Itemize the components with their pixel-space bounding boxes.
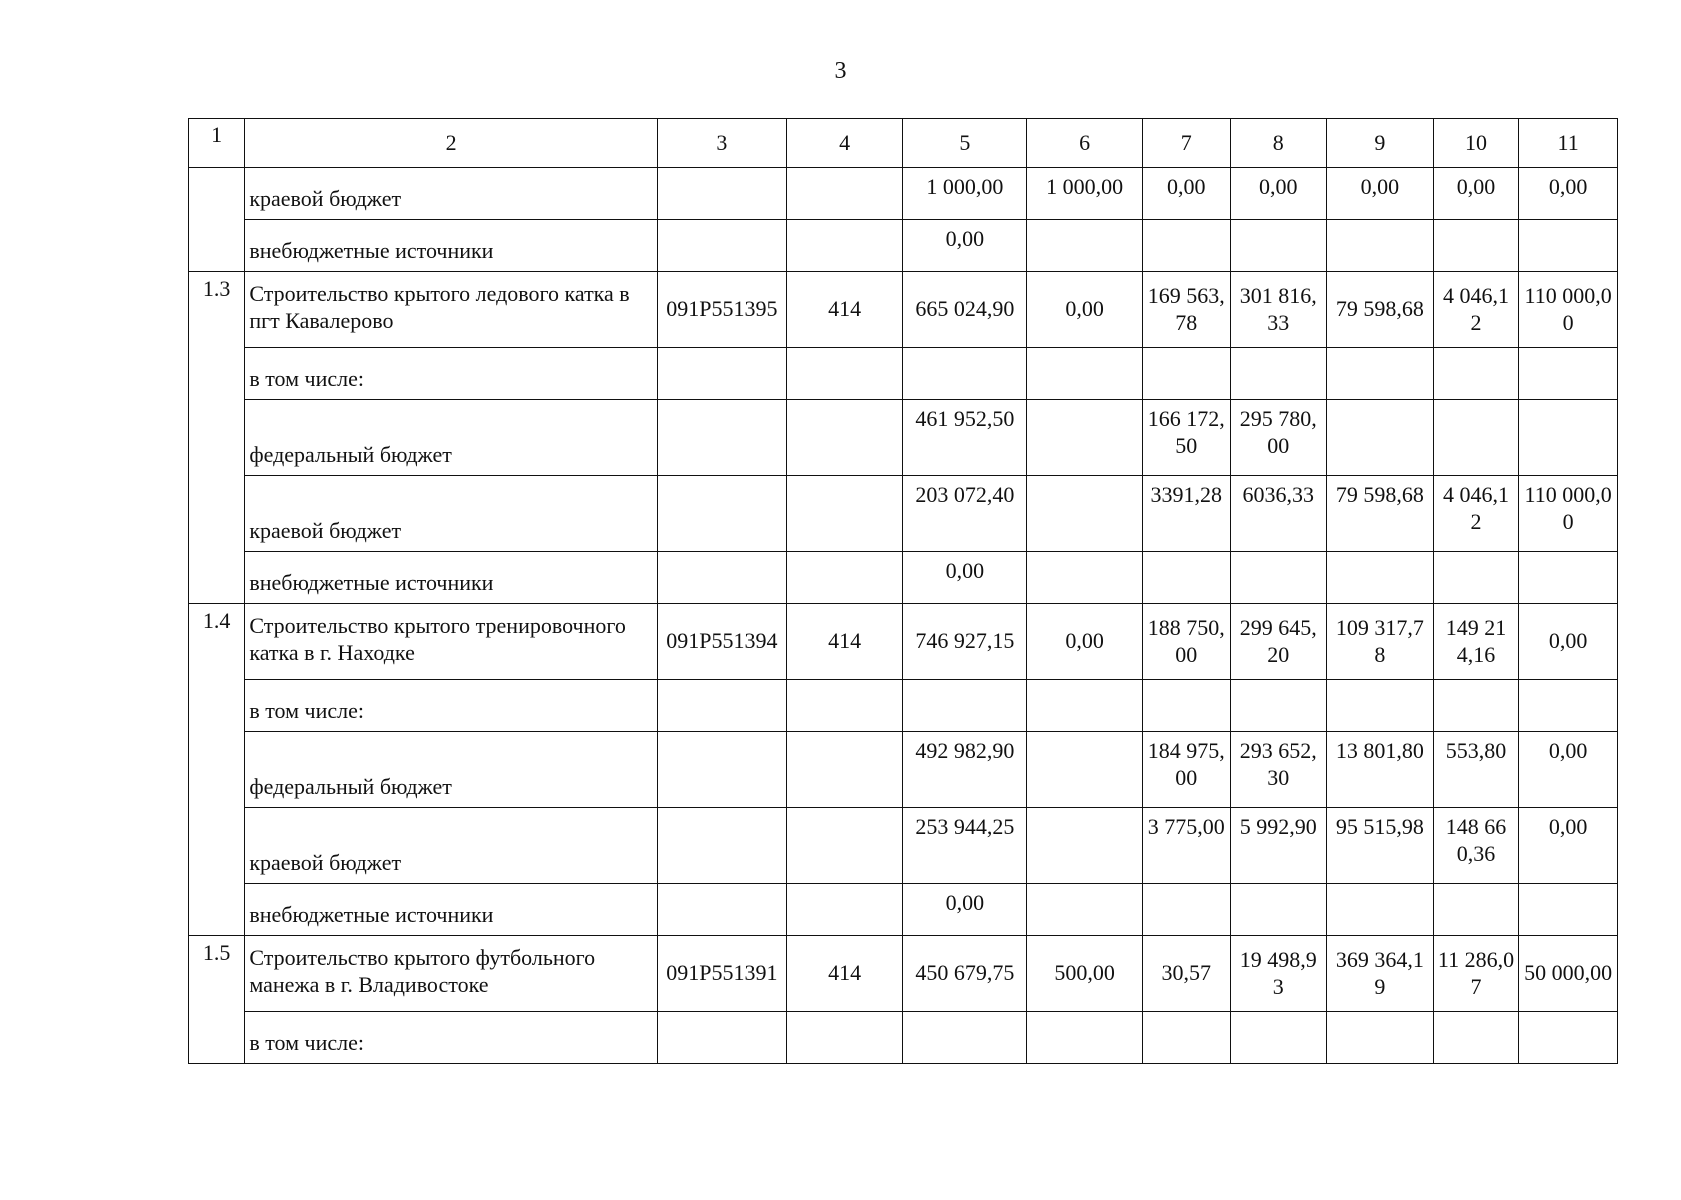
value-cell-c8: 5 992,90 [1230,808,1327,884]
row-label-cell: в том числе: [245,1012,658,1064]
table-row [189,1012,1618,1064]
value-cell-c3 [657,348,786,400]
row-label-cell: внебюджетные источники [245,884,658,936]
value-cell-c11 [1519,220,1618,272]
value-cell-c4 [786,220,903,272]
value-cell-c5: 0,00 [903,220,1027,272]
value-cell-c10: 148 660,36 [1433,808,1519,884]
value-cell-c5 [903,1012,1027,1064]
value-cell-c11 [1519,680,1618,732]
header-cell: 1 [189,119,245,168]
value-cell-c8: 0,00 [1230,168,1327,220]
table-row [189,884,1618,936]
value-cell-c9 [1327,884,1434,936]
value-cell-c8: 295 780,00 [1230,400,1327,476]
table-row [189,604,1618,680]
value-cell-c3 [657,1012,786,1064]
value-cell-c7 [1142,884,1230,936]
value-cell-c10: 4 046,12 [1433,272,1519,348]
value-cell-c3 [657,808,786,884]
value-cell-c9: 13 801,80 [1327,732,1434,808]
value-cell-c7: 3 775,00 [1142,808,1230,884]
value-cell-c4 [786,348,903,400]
value-cell-c10 [1433,220,1519,272]
value-cell-c10: 11 286,07 [1433,936,1519,1012]
header-cell: 3 [657,119,786,168]
value-cell-c6 [1027,400,1143,476]
value-cell-c9 [1327,348,1434,400]
header-cell: 9 [1327,119,1434,168]
value-cell-c3 [657,168,786,220]
value-cell-c7: 184 975,00 [1142,732,1230,808]
row-index-cell: 1.3 [189,272,245,604]
value-cell-c8 [1230,348,1327,400]
row-label-cell: в том числе: [245,680,658,732]
value-cell-c5: 0,00 [903,884,1027,936]
value-cell-c9 [1327,400,1434,476]
value-cell-c6 [1027,220,1143,272]
table-row [189,680,1618,732]
value-cell-c6: 1 000,00 [1027,168,1143,220]
value-cell-c4 [786,884,903,936]
value-cell-c9 [1327,680,1434,732]
value-cell-c3 [657,400,786,476]
table-row [189,400,1618,476]
row-label-cell: Строительство крытого футбольного манежа в г. Владивостоке [245,936,658,1012]
value-cell-c7 [1142,220,1230,272]
value-cell-c4: 414 [786,272,903,348]
value-cell-c3: 091Р551395 [657,272,786,348]
value-cell-c4 [786,1012,903,1064]
row-label-cell: федеральный бюджет [245,732,658,808]
value-cell-c11: 0,00 [1519,604,1618,680]
value-cell-c3: 091Р551391 [657,936,786,1012]
value-cell-c6 [1027,552,1143,604]
row-index-cell: 1.5 [189,936,245,1064]
value-cell-c4 [786,476,903,552]
value-cell-c6 [1027,808,1143,884]
value-cell-c9 [1327,1012,1434,1064]
header-cell: 11 [1519,119,1618,168]
value-cell-c10 [1433,680,1519,732]
value-cell-c7 [1142,552,1230,604]
page-number: 3 [834,58,847,84]
header-cell: 8 [1230,119,1327,168]
value-cell-c11: 0,00 [1519,808,1618,884]
value-cell-c11 [1519,884,1618,936]
table-row [189,476,1618,552]
table-body [189,119,1618,1064]
value-cell-c10: 0,00 [1433,168,1519,220]
value-cell-c4 [786,732,903,808]
value-cell-c8 [1230,884,1327,936]
row-index-cell [189,168,245,272]
value-cell-c9: 95 515,98 [1327,808,1434,884]
value-cell-c5: 746 927,15 [903,604,1027,680]
value-cell-c11 [1519,1012,1618,1064]
table-row [189,168,1618,220]
value-cell-c5: 0,00 [903,552,1027,604]
value-cell-c4 [786,168,903,220]
value-cell-c10 [1433,552,1519,604]
value-cell-c8 [1230,1012,1327,1064]
value-cell-c5: 492 982,90 [903,732,1027,808]
header-row [189,119,1618,168]
value-cell-c4: 414 [786,604,903,680]
value-cell-c10: 149 214,16 [1433,604,1519,680]
value-cell-c8: 299 645,20 [1230,604,1327,680]
value-cell-c7: 166 172,50 [1142,400,1230,476]
value-cell-c5: 665 024,90 [903,272,1027,348]
value-cell-c9: 79 598,68 [1327,476,1434,552]
value-cell-c7: 0,00 [1142,168,1230,220]
table-row [189,552,1618,604]
value-cell-c10: 4 046,12 [1433,476,1519,552]
header-cell: 2 [245,119,658,168]
value-cell-c11 [1519,400,1618,476]
row-label-cell: в том числе: [245,348,658,400]
value-cell-c9: 0,00 [1327,168,1434,220]
row-label-cell: краевой бюджет [245,168,658,220]
value-cell-c11 [1519,348,1618,400]
value-cell-c9: 109 317,78 [1327,604,1434,680]
header-cell: 7 [1142,119,1230,168]
value-cell-c3 [657,220,786,272]
value-cell-c10 [1433,884,1519,936]
row-label-cell: Строительство крытого ледового катка в пгт Кавалерово [245,272,658,348]
value-cell-c9 [1327,220,1434,272]
value-cell-c7 [1142,1012,1230,1064]
value-cell-c3 [657,476,786,552]
row-label-cell: внебюджетные источники [245,220,658,272]
value-cell-c4 [786,552,903,604]
value-cell-c11: 110 000,00 [1519,272,1618,348]
table-row [189,808,1618,884]
value-cell-c7: 3391,28 [1142,476,1230,552]
value-cell-c7: 188 750,00 [1142,604,1230,680]
value-cell-c8: 301 816,33 [1230,272,1327,348]
value-cell-c7: 30,57 [1142,936,1230,1012]
value-cell-c7: 169 563,78 [1142,272,1230,348]
table-row [189,272,1618,348]
value-cell-c11: 0,00 [1519,168,1618,220]
value-cell-c4 [786,808,903,884]
value-cell-c11 [1519,552,1618,604]
value-cell-c6: 0,00 [1027,604,1143,680]
value-cell-c8 [1230,552,1327,604]
value-cell-c11: 0,00 [1519,732,1618,808]
value-cell-c5: 253 944,25 [903,808,1027,884]
value-cell-c4 [786,400,903,476]
value-cell-c5: 203 072,40 [903,476,1027,552]
value-cell-c6 [1027,1012,1143,1064]
row-label-cell: краевой бюджет [245,476,658,552]
value-cell-c4 [786,680,903,732]
table-row [189,220,1618,272]
value-cell-c3 [657,680,786,732]
table-row [189,732,1618,808]
row-label-cell: федеральный бюджет [245,400,658,476]
value-cell-c6 [1027,884,1143,936]
row-label-cell: внебюджетные источники [245,552,658,604]
row-index-cell: 1.4 [189,604,245,936]
value-cell-c6 [1027,476,1143,552]
value-cell-c8: 293 652,30 [1230,732,1327,808]
value-cell-c8: 19 498,93 [1230,936,1327,1012]
header-cell: 5 [903,119,1027,168]
header-cell: 4 [786,119,903,168]
value-cell-c7 [1142,348,1230,400]
value-cell-c10 [1433,1012,1519,1064]
value-cell-c8: 6036,33 [1230,476,1327,552]
value-cell-c6 [1027,732,1143,808]
value-cell-c5 [903,680,1027,732]
value-cell-c8 [1230,680,1327,732]
value-cell-c5 [903,348,1027,400]
value-cell-c6: 0,00 [1027,272,1143,348]
header-cell: 10 [1433,119,1519,168]
value-cell-c6 [1027,348,1143,400]
value-cell-c8 [1230,220,1327,272]
value-cell-c3 [657,552,786,604]
value-cell-c6: 500,00 [1027,936,1143,1012]
value-cell-c9 [1327,552,1434,604]
value-cell-c11: 50 000,00 [1519,936,1618,1012]
value-cell-c5: 461 952,50 [903,400,1027,476]
row-label-cell: краевой бюджет [245,808,658,884]
value-cell-c3: 091Р551394 [657,604,786,680]
header-cell: 6 [1027,119,1143,168]
value-cell-c3 [657,884,786,936]
value-cell-c4: 414 [786,936,903,1012]
value-cell-c5: 1 000,00 [903,168,1027,220]
table-row [189,936,1618,1012]
value-cell-c9: 369 364,19 [1327,936,1434,1012]
row-label-cell: Строительство крытого тренировочного катка в г. Находке [245,604,658,680]
value-cell-c10: 553,80 [1433,732,1519,808]
value-cell-c9: 79 598,68 [1327,272,1434,348]
value-cell-c3 [657,732,786,808]
value-cell-c6 [1027,680,1143,732]
table-row [189,348,1618,400]
value-cell-c11: 110 000,00 [1519,476,1618,552]
value-cell-c10 [1433,400,1519,476]
budget-table [188,118,1618,1064]
value-cell-c5: 450 679,75 [903,936,1027,1012]
value-cell-c7 [1142,680,1230,732]
value-cell-c10 [1433,348,1519,400]
